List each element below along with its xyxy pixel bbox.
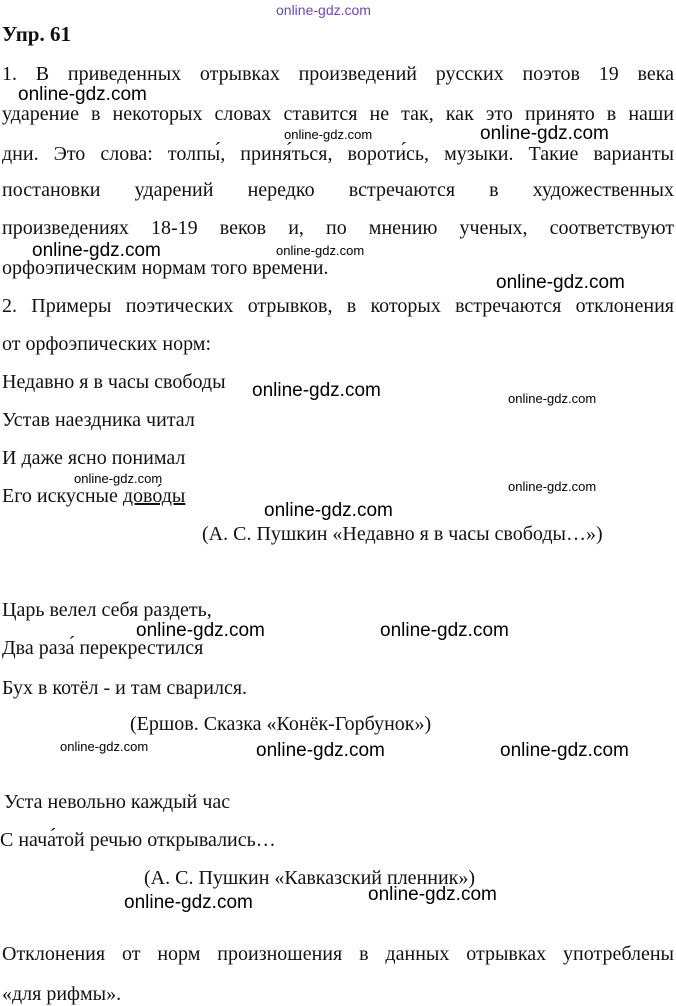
poem2-line-1: Царь велел себя раздеть, — [2, 599, 212, 621]
exercise-title: Упр. 61 — [2, 22, 71, 46]
conclusion-line-1: Отклонения от норм произношения в данных отрывках употреблены — [2, 943, 674, 965]
poem3-line-1: Уста невольно каждый час — [4, 791, 231, 813]
watermark: online-gdz.com — [368, 884, 497, 905]
poem2-line-2: Два раза́ перекрестился — [2, 637, 204, 659]
para1-line-1: 1. В приведенных отрывках произведений русских поэтов 19 века — [2, 63, 674, 85]
poem1-line-3: И даже ясно понимал — [2, 447, 186, 469]
watermark: online-gdz.com — [480, 123, 609, 144]
poem2-source: (Ершов. Сказка «Конёк-Горбунок») — [130, 713, 432, 735]
watermark: online-gdz.com — [284, 127, 373, 142]
watermark: online-gdz.com — [18, 84, 147, 105]
watermark: online-gdz.com — [276, 243, 365, 258]
watermark: online-gdz.com — [508, 391, 597, 406]
watermark-top: online-gdz.com — [276, 2, 371, 18]
poem2-line-3: Бух в котёл - и там сварился. — [2, 677, 248, 699]
poem1-line-4-prefix: Его искусные — [2, 485, 123, 507]
watermark: online-gdz.com — [256, 740, 385, 761]
poem1-line-1: Недавно я в часы свободы — [2, 371, 226, 393]
watermark: online-gdz.com — [380, 620, 509, 641]
poem1-underlined-word: дово́ды — [122, 485, 186, 507]
poem1-line-2: Устав наездника читал — [2, 409, 195, 431]
para1-line-3: дни. Это слова: толпы́, приня́ться, вороти́сь, музыки. Такие варианты — [2, 143, 674, 165]
poem3-line-2: С нача́той речью открывались… — [0, 829, 276, 851]
conclusion-line-2: «для рифмы». — [2, 983, 122, 1005]
para1-line-5: произведениях 18-19 веков и, по мнению ученых, соответствуют — [2, 217, 674, 239]
poem3-source: (А. С. Пушкин «Кавказский пленник») — [144, 867, 476, 889]
poem1-source: (А. С. Пушкин «Недавно я в часы свободы…») — [202, 523, 603, 545]
watermark: online-gdz.com — [508, 479, 597, 494]
watermark: online-gdz.com — [124, 892, 253, 913]
watermark: online-gdz.com — [496, 272, 625, 293]
poem1-line-4 — [2, 484, 185, 508]
para1-line-2: ударение в некоторых словах ставится не так, как это принято в наши — [2, 103, 674, 125]
watermark: online-gdz.com — [60, 739, 149, 754]
para2-line-2: от орфоэпических норм: — [2, 333, 212, 355]
watermark: online-gdz.com — [500, 740, 629, 761]
para1-line-6: орфоэпическим нормам того времени. — [2, 257, 329, 279]
watermark: online-gdz.com — [264, 500, 393, 521]
watermark: online-gdz.com — [136, 620, 265, 641]
watermark: online-gdz.com — [252, 380, 381, 401]
para2-line-1: 2. Примеры поэтических отрывков, в которых встречаются отклонения — [2, 295, 674, 317]
watermark: online-gdz.com — [74, 471, 163, 486]
para1-line-4: постановки ударений нередко встречаются в художественных — [2, 179, 674, 201]
watermark: online-gdz.com — [32, 240, 161, 261]
